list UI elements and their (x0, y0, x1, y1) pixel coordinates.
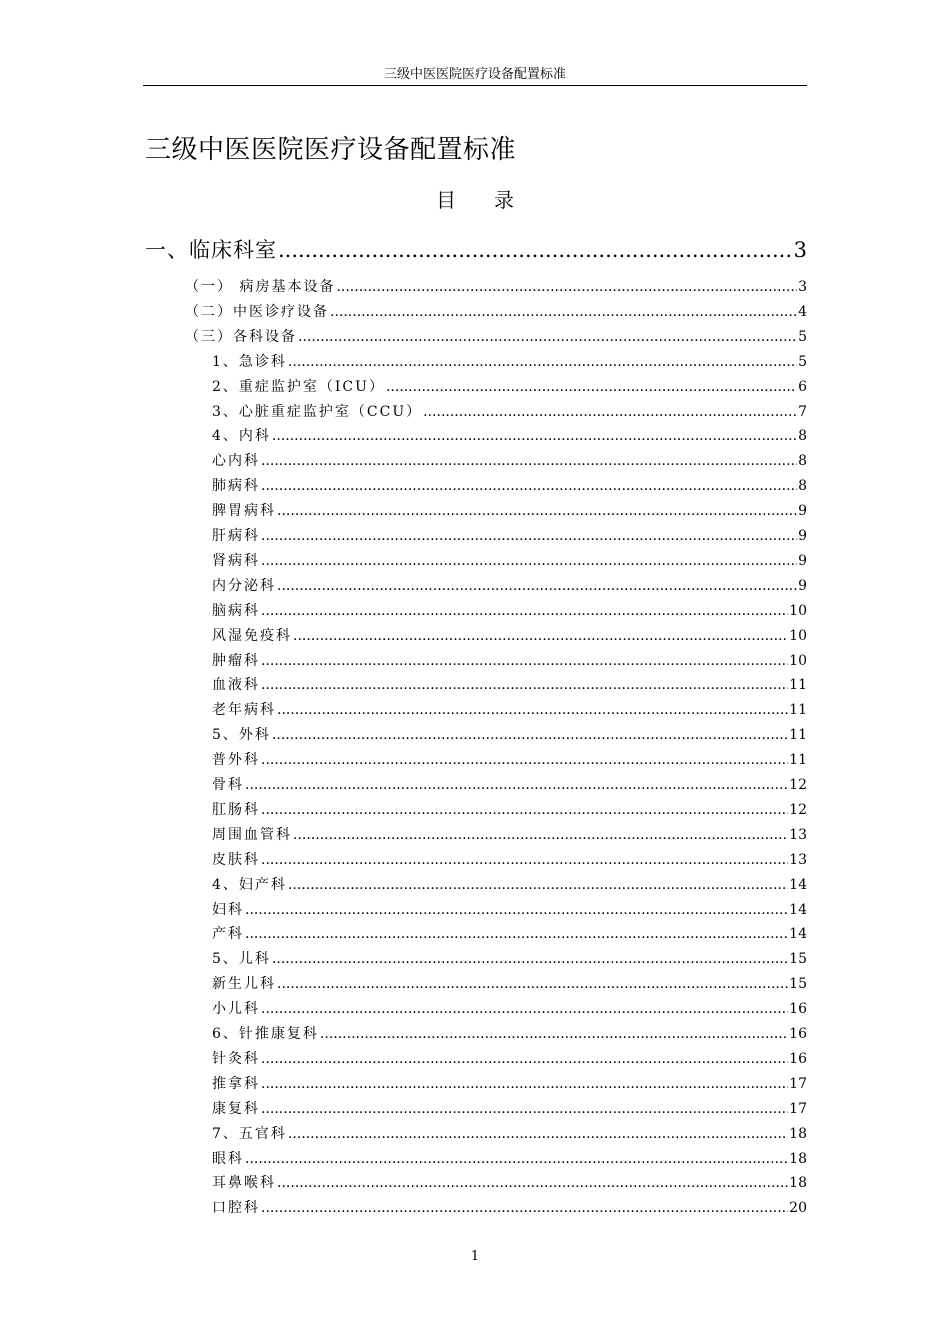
toc-dot-leader (261, 998, 788, 1020)
toc-entry-label: 5、儿科 (212, 951, 271, 968)
toc-entry-page: 6 (798, 378, 807, 395)
toc-entry-label: 肾病科 (212, 552, 260, 569)
toc-entry[interactable] (212, 1172, 807, 1194)
toc-entry[interactable] (212, 824, 807, 846)
toc-entry[interactable] (212, 401, 807, 423)
toc-dot-leader (261, 1098, 788, 1120)
toc-entry-label: 老年病科 (212, 702, 276, 719)
toc-entry-label: 1、急诊科 (212, 353, 287, 370)
toc-entry-page: 5 (798, 353, 807, 370)
toc-entry-page: 18 (789, 1150, 807, 1167)
toc-dot-leader (277, 575, 797, 597)
toc-entry-page: 8 (798, 453, 807, 470)
toc-entry[interactable] (212, 425, 807, 447)
toc-dot-leader (298, 326, 797, 348)
toc-entry-label: 针灸科 (212, 1050, 260, 1067)
toc-entry-label: （二）中医诊疗设备 (185, 303, 329, 320)
toc-entry-label: 妇科 (212, 901, 244, 918)
toc-entry-page: 11 (789, 677, 807, 694)
toc-dot-leader (261, 1048, 788, 1070)
toc-dot-leader (278, 236, 793, 264)
toc-entry-page: 8 (798, 478, 807, 495)
toc-dot-leader (288, 874, 788, 896)
toc-entry-label: （三）各科设备 (185, 328, 297, 345)
toc-entry-page: 17 (789, 1075, 807, 1092)
toc-dot-leader (261, 450, 797, 472)
toc-entry-label: 皮肤科 (212, 851, 260, 868)
toc-entry-page: 16 (789, 1001, 807, 1018)
toc-entry-label: 肝病科 (212, 528, 260, 544)
toc-entry[interactable] (212, 1048, 807, 1070)
toc-entry-label: 新生儿科 (212, 976, 276, 993)
toc-entry-label: 普外科 (212, 752, 260, 769)
toc-dot-leader (261, 674, 788, 696)
toc-entry-label: 眼科 (212, 1150, 244, 1167)
toc-entry-label: 脑病科 (212, 602, 260, 619)
toc-dot-leader (277, 699, 788, 721)
toc-entry[interactable] (212, 1123, 807, 1145)
toc-entry-page: 14 (789, 876, 807, 893)
toc-entry-page: 3 (798, 279, 807, 295)
toc-entry-page: 9 (798, 577, 807, 594)
toc-dot-leader (293, 824, 788, 846)
toc-entry[interactable] (212, 724, 807, 746)
toc-dot-leader (261, 799, 788, 821)
running-header: 三级中医医院医疗设备配置标准 (383, 67, 566, 82)
toc-entry[interactable] (212, 1098, 807, 1120)
toc-dot-leader (336, 276, 797, 298)
toc-entry-label: 肛肠科 (212, 801, 260, 818)
toc-dot-leader (320, 1023, 788, 1045)
toc-entry[interactable] (212, 625, 807, 647)
toc-entry-label: 推拿科 (212, 1075, 260, 1092)
toc-dot-leader (245, 899, 788, 921)
toc-entry[interactable] (145, 236, 807, 264)
toc-dot-leader (277, 500, 797, 522)
toc-dot-leader (245, 774, 788, 796)
toc-entry-label: 内分泌科 (212, 577, 276, 594)
toc-entry-page: 15 (789, 951, 807, 968)
toc-entry-label: 产科 (212, 926, 244, 943)
toc-entry[interactable] (212, 874, 807, 896)
toc-entry-page: 18 (789, 1175, 807, 1192)
toc-dot-leader (261, 1073, 788, 1095)
toc-entry-page: 14 (789, 901, 807, 918)
toc-entry[interactable] (212, 351, 807, 373)
toc-entry-page: 11 (789, 702, 807, 719)
toc-entry-label: 4、妇产科 (212, 876, 287, 893)
toc-entry[interactable] (212, 923, 807, 945)
toc-entry[interactable] (212, 1197, 807, 1219)
toc-entry-label: 4、内科 (212, 428, 271, 445)
toc-entry[interactable] (212, 749, 807, 771)
toc-entry-page: 3 (793, 238, 807, 262)
toc-entry-page: 18 (789, 1125, 807, 1142)
toc-entry[interactable] (212, 376, 807, 398)
toc-entry-label: 心内科 (212, 453, 260, 470)
toc-entry-label: 肺病科 (212, 478, 260, 495)
toc-entry[interactable] (212, 475, 807, 497)
toc-entry-page: 5 (798, 328, 807, 345)
toc-entry-label: 脾胃病科 (212, 503, 276, 520)
toc-dot-leader (288, 1123, 788, 1145)
toc-entry[interactable] (212, 650, 807, 672)
toc-dot-leader (245, 1148, 788, 1170)
toc-dot-leader (261, 550, 797, 572)
toc-entry[interactable] (212, 500, 807, 522)
toc-entry[interactable] (212, 948, 807, 970)
toc-dot-leader (277, 973, 788, 995)
toc-entry[interactable] (212, 973, 807, 995)
toc-entry[interactable] (212, 450, 807, 472)
toc-entry-page: 9 (798, 552, 807, 569)
toc-entry-page: 4 (798, 303, 807, 320)
toc-entry[interactable] (212, 1073, 807, 1095)
toc-entry-page: 7 (798, 403, 807, 420)
page-number: 1 (470, 1249, 480, 1264)
toc-entry-label: 7、五官科 (212, 1125, 287, 1142)
toc-entry-page: 20 (789, 1200, 807, 1217)
toc-entry[interactable] (212, 1023, 807, 1045)
toc-entry[interactable] (212, 699, 807, 721)
toc-entry[interactable] (212, 849, 807, 871)
toc-dot-leader (261, 600, 788, 622)
toc-entry-page: 13 (789, 851, 807, 868)
toc-entry[interactable] (212, 674, 807, 696)
toc-entry-label: （一） 病房基本设备 (185, 279, 336, 295)
toc-entry-page: 17 (789, 1100, 807, 1117)
toc-dot-leader (272, 724, 788, 746)
toc-entry[interactable] (212, 575, 807, 597)
toc-dot-leader (293, 625, 788, 647)
toc-entry-page: 12 (789, 801, 807, 818)
toc-entry-page: 10 (789, 602, 807, 619)
toc-dot-leader (261, 1197, 788, 1219)
toc-entry-label: 血液科 (212, 677, 260, 694)
toc-dot-leader (277, 1172, 788, 1194)
toc-entry-label: 2、重症监护室（ICU） (212, 378, 385, 395)
toc-entry-label: 康复科 (212, 1100, 260, 1117)
toc-entry-label: 周围血管科 (212, 826, 292, 843)
toc-dot-leader (261, 475, 797, 497)
toc-entry[interactable] (212, 998, 807, 1020)
toc-dot-leader (288, 351, 797, 373)
toc-entry[interactable] (212, 525, 807, 547)
toc-entry[interactable] (212, 799, 807, 821)
toc-entry[interactable] (185, 276, 807, 298)
toc-dot-leader (261, 525, 797, 547)
toc-entry-page: 8 (798, 428, 807, 445)
toc-entry-label: 6、针推康复科 (212, 1026, 319, 1042)
toc-entry-label: 小儿科 (212, 1001, 260, 1018)
toc-entry[interactable] (212, 600, 807, 622)
toc-entry-page: 9 (798, 528, 807, 544)
toc-entry[interactable] (212, 550, 807, 572)
toc-entry-page: 13 (789, 826, 807, 843)
toc-entry-page: 10 (789, 627, 807, 644)
toc-entry-label: 耳鼻喉科 (212, 1175, 276, 1192)
toc-entry-label: 风湿免疫科 (212, 627, 292, 644)
toc-entry[interactable] (212, 899, 807, 921)
toc-dot-leader (272, 425, 797, 447)
toc-entry[interactable] (185, 326, 807, 348)
toc-entry-label: 骨科 (212, 777, 244, 793)
toc-entry-label: 3、心脏重症监护室（CCU） (212, 403, 423, 420)
toc-entry-label: 一、临床科室 (145, 238, 277, 262)
toc-dot-leader (272, 948, 788, 970)
document-title: 三级中医医院医疗设备配置标准 (145, 135, 517, 165)
toc-dot-leader (261, 650, 788, 672)
toc-entry-page: 11 (789, 752, 807, 769)
toc-entry-label: 口腔科 (212, 1200, 260, 1217)
toc-dot-leader (261, 749, 788, 771)
toc-entry-page: 16 (789, 1050, 807, 1067)
toc-entry-label: 5、外科 (212, 727, 271, 744)
toc-entry[interactable] (185, 301, 807, 323)
toc-entry-page: 15 (789, 976, 807, 993)
toc-entry[interactable] (212, 774, 807, 796)
toc-heading-text: 目录 (436, 188, 552, 212)
toc-dot-leader (386, 376, 797, 398)
toc-dot-leader (423, 401, 797, 423)
toc-entry-page: 9 (798, 503, 807, 520)
toc-entry-page: 11 (789, 727, 807, 744)
toc-entry[interactable] (212, 1148, 807, 1170)
toc-entry-page: 14 (789, 926, 807, 943)
toc-entry-page: 16 (789, 1026, 807, 1042)
toc-entry-label: 肿瘤科 (212, 652, 260, 669)
toc-dot-leader (245, 923, 788, 945)
toc-dot-leader (330, 301, 797, 323)
toc-dot-leader (261, 849, 788, 871)
toc-entry-page: 10 (789, 652, 807, 669)
toc-entry-page: 12 (789, 777, 807, 793)
